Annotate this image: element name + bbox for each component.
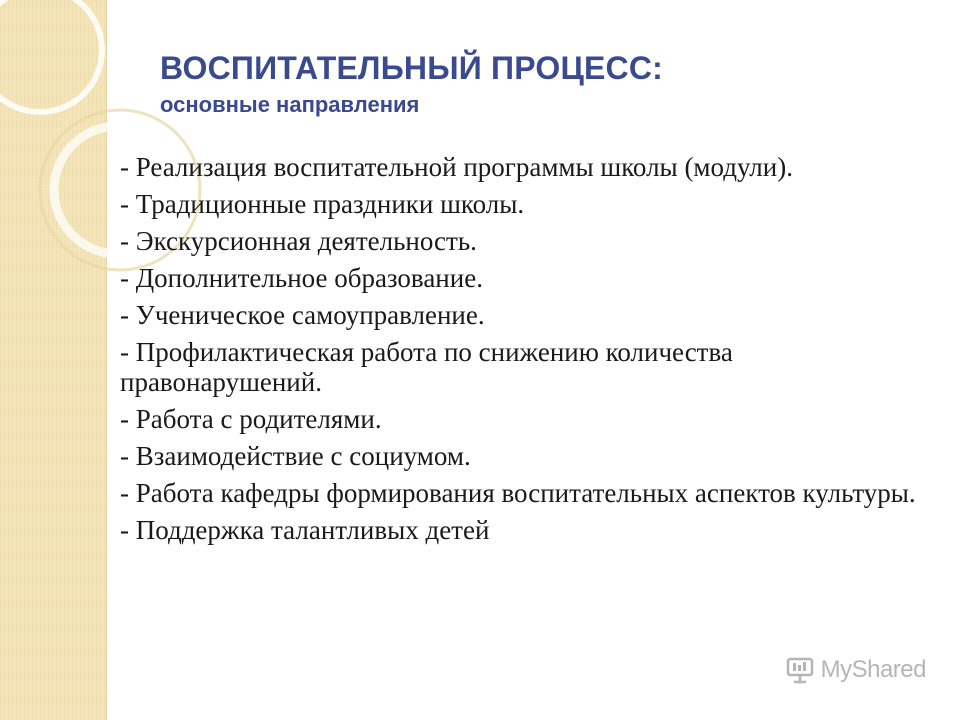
list-item: - Ученическое самоуправление.	[120, 300, 485, 330]
list-item: - Поддержка талантливых детей	[120, 515, 490, 545]
list-item: - Реализация воспитательной программы школы (модули).	[120, 152, 793, 182]
list-item: - Работа кафедры формирования воспитательных аспектов культуры.	[120, 478, 916, 508]
list-item: - Работа с родителями.	[120, 404, 382, 434]
list-item: - Взаимодействие с социумом.	[120, 441, 471, 471]
list-item: - Традиционные праздники школы.	[120, 189, 525, 219]
list-item: - Дополнительное образование.	[120, 263, 483, 293]
directions-list	[120, 152, 940, 552]
presentation-screen-icon	[785, 656, 815, 684]
list-item: - Профилактическая работа по снижению количества правонарушений.	[120, 337, 733, 397]
list-item: - Экскурсионная деятельность.	[120, 226, 477, 256]
slide-subtitle: основные направления	[160, 92, 420, 117]
title-block	[160, 48, 920, 120]
slide-title: ВОСПИТАТЕЛЬНЫЙ ПРОЦЕСС:	[160, 50, 664, 86]
watermark-logo	[785, 656, 926, 684]
watermark-text: MyShared	[820, 656, 926, 683]
decorative-circle-large	[0, 0, 102, 112]
